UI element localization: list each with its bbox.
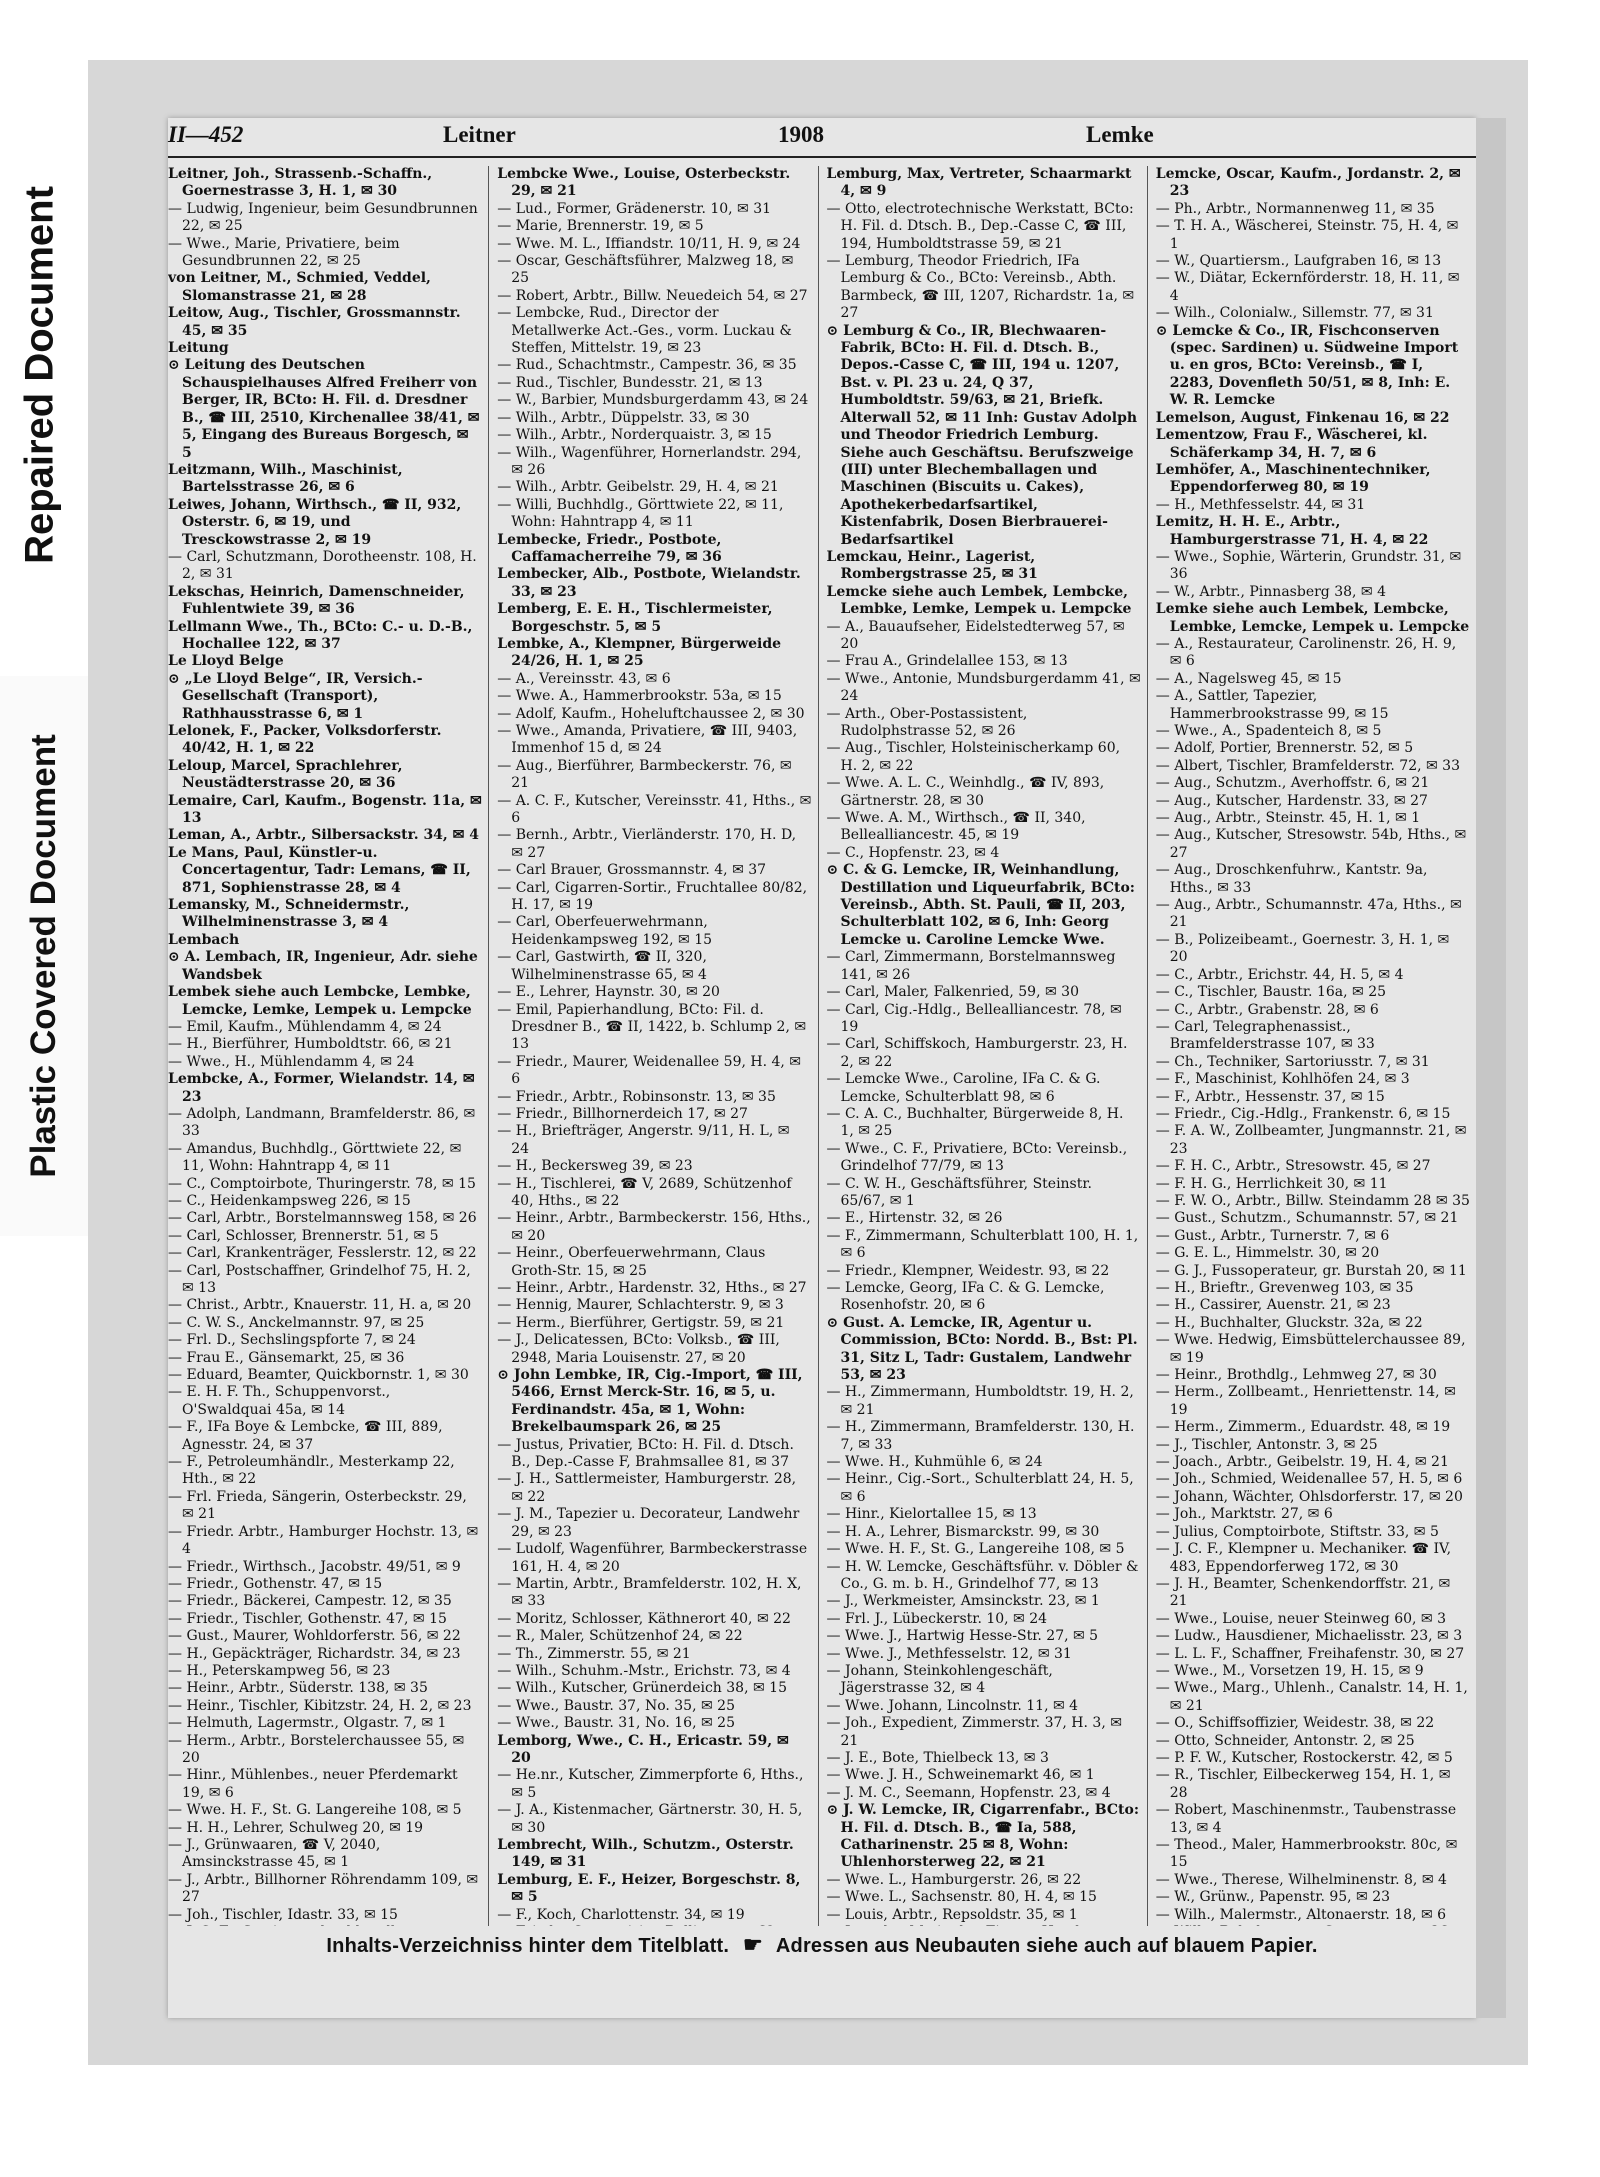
directory-entry: — A., Vereinsstr. 43, ✉ 6 (497, 670, 671, 687)
directory-entry: — Aug., Arbtr., Steinstr. 45, H. 1, ✉ 1 (1155, 810, 1421, 827)
directory-entry: ⊙ Lemburg & Co., IR, Blechwaaren-Fabrik, BCto: H. Fil. d. Dtsch. B., Depos.-Casse C, ☎ III, 194 u. 1207, Bst. v. Pl. 23 u. 24, Q 37, Humboldtstr. 59/63, ✉ 21, Briefk. Alterwall 52, ✉ 11 Inh: Gustav Adolph und Theodor Friedrich Lemburg. Siehe auch Geschäftsu. Berufszweige (III) unter Blechemballagen und Maschinen (Biscuits u. Cakes), Apothekerbedarfsartikel, Kistenfabrik, Dosen Bierbrauerei-Bedarfsartikel (826, 322, 1138, 548)
directory-entry: Lembach (168, 931, 240, 948)
page-edge-shadow (1476, 118, 1506, 2018)
directory-entry: — W., Quartiersm., Laufgraben 16, ✉ 13 (1155, 253, 1442, 270)
directory-entry: — Wwe., Amanda, Privatiere, ☎ III, 9403, Immenhof 15 d, ✉ 24 (497, 723, 798, 757)
directory-entry: — J. M., Tapezier u. Decorateur, Landwehr 29, ✉ 23 (497, 1506, 800, 1540)
page-number: II—452 (168, 122, 244, 147)
directory-entry: — Wwe., A., Spadenteich 8, ✉ 5 (1155, 723, 1382, 739)
directory-entry: — H., Brieftr., Grevenweg 103, ✉ 35 (1155, 1280, 1414, 1296)
directory-entry: — G. J., Fussoperateur, gr. Burstah 20, ✉ 11 (1155, 1262, 1467, 1279)
directory-entry: Lemcke, Oscar, Kaufm., Jordanstr. 2, ✉ 23 (1155, 166, 1461, 200)
directory-entry: — Wwe. J. H., Schweinemarkt 46, ✉ 1 (826, 1767, 1095, 1784)
directory-entry: — Carl, Krankenträger, Fesslerstr. 12, ✉ 22 (168, 1245, 477, 1262)
directory-entry: — Ch., Techniker, Sartoriusstr. 7, ✉ 31 (1155, 1053, 1430, 1070)
directory-entry: — C., Comptoirbote, Thuringerstr. 78, ✉ 15 (168, 1175, 476, 1192)
page-footer (168, 1932, 1476, 1958)
directory-entry: Lembcke Wwe., Louise, Osterbeckstr. 29, ✉ 21 (497, 166, 791, 200)
directory-entry: — C. W. H., Geschäftsführer, Steinstr. 65/67, ✉ 1 (826, 1175, 1092, 1209)
directory-entry: ⊙ „Le Lloyd Belge“, IR, Versich.-Gesellschaft (Transport), Rathhausstrasse 6, ✉ 1 (168, 670, 423, 722)
directory-column (827, 166, 1148, 1926)
directory-entry: ⊙ J. W. Lemcke, IR, Cigarrenfabr., BCto: H. Fil. d. Dtsch. B., ☎ Ia, 588, Catharinenstr. 25 ✉ 8, Wohn: Uhlenhorsterweg 22, ✉ 21 (826, 1802, 1140, 1871)
directory-entry: — Wwe. Johann, Lincolnstr. 11, ✉ 4 (826, 1697, 1079, 1714)
directory-entry: — B., Polizeibeamt., Goernestr. 3, H. 1, ✉ 20 (1155, 931, 1450, 966)
directory-entry: — Friedr., Arbtr., Robinsonstr. 13, ✉ 35 (497, 1088, 776, 1105)
directory-entry: — Wwe. H. F., St. G. Langereihe 108, ✉ 5 (168, 1802, 462, 1819)
pointing-hand-icon: ☛ (742, 1932, 763, 1957)
directory-entry: — C. A. C., Buchhalter, Bürgerweide 8, H. 1, ✉ 25 (826, 1105, 1124, 1140)
directory-entry: — Wilh., Arbtr., Düppelstr. 33, ✉ 30 (497, 409, 750, 426)
directory-entry: — Frl. D., Sechslingspforte 7, ✉ 24 (168, 1332, 416, 1349)
directory-entry: — Friedr., Cig.-Hdlg., Frankenstr. 6, ✉ 15 (1155, 1105, 1451, 1122)
directory-entry: — Gust., Arbtr., Turnerstr. 7, ✉ 6 (1155, 1227, 1390, 1244)
directory-entry: — Amandus, Buchhdlg., Görttwiete 22, ✉ 11, Wohn: Hahntrapp 4, ✉ 11 (168, 1140, 462, 1175)
repaired-document-text: Repaired Document (17, 186, 62, 564)
directory-entry: — Wwe., M., Vorsetzen 19, H. 15, ✉ 9 (1155, 1662, 1424, 1679)
directory-entry: Lemhöfer, A., Maschinentechniker, Eppendorferweg 80, ✉ 19 (1155, 461, 1431, 496)
directory-entry: — F. H. C., Arbtr., Stresowstr. 45, ✉ 27 (1155, 1158, 1431, 1175)
directory-entry: — Wilh., Wagenführer, Hornerlandstr. 294, ✉ 26 (497, 444, 802, 478)
directory-entry (497, 1924, 811, 1926)
directory-columns (168, 166, 1476, 1926)
directory-entry: Lemitz, H. H. E., Arbtr., Hamburgerstrasse 71, H. 4, ✉ 22 (1155, 514, 1429, 548)
directory-entry: — Heinr., Tischler, Kibitzstr. 24, H. 2, ✉ 23 (168, 1697, 472, 1714)
directory-entry: — Eduard, Beamter, Quickbornstr. 1, ✉ 30 (168, 1367, 469, 1384)
directory-entry: — Adolf, Kaufm., Hoheluftchaussee 2, ✉ 30 (497, 705, 805, 722)
directory-entry: Le Mans, Paul, Künstler-u. Concertagentur, Tadr: Lemans, ☎ II, 871, Sophienstrasse 28, ✉ 4 (168, 844, 471, 896)
directory-entry: — Carl, Zimmermann, Borstelmannsweg 141, ✉ 26 (826, 949, 1116, 983)
directory-entry: — F., IFa Boye & Lembcke, ☎ III, 889, Agnesstr. 24, ✉ 37 (168, 1419, 443, 1453)
directory-entry: — Aug., Arbtr., Schumannstr. 47a, Hths., ✉ 21 (1155, 897, 1462, 931)
directory-entry: — Hinr., Mühlenbes., neuer Pferdemarkt 19, ✉ 6 (168, 1767, 458, 1801)
directory-entry: Leitzmann, Wilh., Maschinist, Bartelsstrasse 26, ✉ 6 (168, 461, 403, 496)
directory-entry: — Carl, Schiffskoch, Hamburgerstr. 23, H. 2, ✉ 22 (826, 1036, 1128, 1070)
directory-entry: — Wwe., Sophie, Wärterin, Grundstr. 31, ✉ 36 (1155, 548, 1462, 583)
page-header (168, 118, 1476, 156)
directory-entry: — Wwe., Baustr. 37, No. 35, ✉ 25 (497, 1697, 735, 1714)
directory-entry: — Oscar, Geschäftsführer, Malzweg 18, ✉ 25 (497, 253, 794, 287)
directory-entry: — W., Barbier, Mundsburgerdamm 43, ✉ 24 (497, 392, 809, 409)
directory-entry: — Friedr., Billhornerdeich 17, ✉ 27 (497, 1105, 748, 1122)
directory-entry: — Wwe., Baustr. 31, No. 16, ✉ 25 (497, 1715, 735, 1732)
directory-entry: — Heinr., Brothdlg., Lehmweg 27, ✉ 30 (1155, 1367, 1437, 1384)
header-rule (168, 156, 1476, 158)
directory-entry: — H., Peterskampweg 56, ✉ 23 (168, 1662, 391, 1679)
directory-entry: Lemansky, M., Schneidermstr., Wilhelminenstrasse 3, ✉ 4 (168, 897, 410, 931)
directory-entry: — Friedr., Bäckerei, Campestr. 12, ✉ 35 (168, 1593, 452, 1610)
directory-entry: — Carl, Cigarren-Sortir., Fruchtallee 80/82, H. 17, ✉ 19 (497, 879, 808, 914)
header-right-name: Lemke (1086, 122, 1154, 147)
directory-entry: — Carl, Schutzmann, Dorotheenstr. 108, H. 2, ✉ 31 (168, 548, 477, 583)
directory-entry: Lelonek, F., Packer, Volksdorferstr. 40/42, H. 1, ✉ 22 (168, 723, 442, 757)
directory-entry: — Aug., Droschkenfuhrw., Kantstr. 9a, Hths., ✉ 33 (1155, 862, 1428, 896)
directory-entry: — J. E., Bote, Thielbeck 13, ✉ 3 (826, 1749, 1049, 1766)
directory-entry: — C., Arbtr., Erichstr. 44, H. 5, ✉ 4 (1155, 966, 1404, 983)
directory-entry: — Carl, Schlosser, Brennerstr. 51, ✉ 5 (168, 1227, 439, 1244)
directory-entry: — H., Gepäckträger, Richardstr. 34, ✉ 23 (168, 1645, 461, 1662)
directory-entry: — Moritz, Schlosser, Käthnerort 40, ✉ 22 (497, 1610, 791, 1627)
directory-entry: — Carl, Maler, Falkenried, 59, ✉ 30 (826, 984, 1079, 1001)
directory-entry: Leitung (168, 340, 229, 357)
directory-entry: — Heinr., Arbtr., Süderstr. 138, ✉ 35 (168, 1680, 428, 1697)
directory-entry: — E. H. F. Th., Schuppenvorst., O'Swaldquai 45a, ✉ 14 (168, 1384, 391, 1418)
directory-entry: Lemberg, E. E. H., Tischlermeister, Borgeschstr. 5, ✉ 5 (497, 601, 773, 635)
directory-entry: — Wwe., Antonie, Mundsburgerdamm 41, ✉ 24 (826, 670, 1141, 705)
scanned-page (88, 60, 1528, 2065)
directory-entry: — Lemburg, Theodor Friedrich, IFa Lemburg & Co., BCto: Vereinsb., Abth. Barmbeck, ☎ III, 1207, Richardstr. 1a, ✉ 27 (826, 253, 1135, 322)
directory-entry: — Wwe. J., Hartwig Hesse-Str. 27, ✉ 5 (826, 1628, 1099, 1645)
directory-entry: Lemckau, Heinr., Lagerist, Rombergstrasse 25, ✉ 31 (826, 548, 1038, 583)
directory-entry: — H., Bierführer, Humboldtstr. 66, ✉ 21 (168, 1036, 453, 1053)
directory-entry: — Bernh., Arbtr., Vierländerstr. 170, H. D, ✉ 27 (497, 827, 797, 861)
directory-entry: von Leitner, M., Schmied, Veddel, Slomanstrasse 21, ✉ 28 (168, 270, 431, 304)
directory-entry: Lemaire, Carl, Kaufm., Bogenstr. 11a, ✉ 13 (168, 792, 482, 827)
directory-entry: — L. L. F., Schaffner, Freihafenstr. 30, ✉ 27 (1155, 1645, 1465, 1662)
directory-entry: — Carl, Postschaffner, Grindelhof 75, H. 2, ✉ 13 (168, 1262, 471, 1296)
directory-entry: — Lembcke, Rud., Director der Metallwerke Act.-Ges., vorm. Luckau & Steffen, Mittelstr. 19, ✉ 23 (497, 305, 792, 357)
directory-entry: — Frl. J., Lübeckerstr. 10, ✉ 24 (826, 1610, 1048, 1627)
directory-entry: — Aug., Tischler, Holsteinischerkamp 60, H. 2, ✉ 22 (826, 740, 1121, 774)
directory-column (168, 166, 489, 1926)
directory-entry: — Wwe. J., Methfesselstr. 12, ✉ 31 (826, 1645, 1072, 1662)
directory-entry: — E., Lehrer, Haynstr. 30, ✉ 20 (497, 984, 720, 1001)
directory-entry: — Wwe. Hedwig, Eimsbüttelerchaussee 89, ✉ 19 (1155, 1332, 1466, 1366)
directory-entry: — Arth., Ober-Postassistent, Rudolphstrasse 52, ✉ 26 (826, 705, 1028, 739)
directory-entry: — Joh., Expedient, Zimmerstr. 37, H. 3, ✉ 21 (826, 1715, 1122, 1749)
directory-entry: — Marie, Brennerstr. 19, ✉ 5 (497, 218, 704, 235)
directory-entry: — O., Schiffsoffizier, Weidestr. 38, ✉ 22 (1155, 1715, 1435, 1732)
directory-entry: — J., Arbtr., Billhorner Röhrendamm 109, ✉ 27 (168, 1871, 479, 1906)
directory-entry: — E., Hirtenstr. 32, ✉ 26 (826, 1210, 1003, 1227)
directory-entry: — Albert, Tischler, Bramfelderstr. 72, ✉ 33 (1155, 757, 1460, 774)
directory-entry: — Gust., Maurer, Wohldorferstr. 56, ✉ 22 (168, 1628, 461, 1645)
directory-entry: ⊙ Lemcke & Co., IR, Fischconserven (spec. Sardinen) u. Südweine Import u. en gros, BCto: Vereinsb., ☎ I, 2283, Dovenfleth 50/51, ✉ 8, Inh: E. W. R. Lemcke (1155, 322, 1459, 409)
directory-entry: — Julius, Comptoirbote, Stiftstr. 33, ✉ 5 (1155, 1523, 1439, 1540)
directory-entry: — A., Sattler, Tapezier, Hammerbrookstrasse 99, ✉ 15 (1155, 688, 1389, 722)
directory-entry: — Frau E., Gänsemarkt, 25, ✉ 36 (168, 1349, 405, 1366)
directory-entry: — A., Bauaufseher, Eidelstedterweg 57, ✉ 20 (826, 618, 1125, 652)
directory-entry: — Martin, Arbtr., Bramfelderstr. 102, H. X, ✉ 33 (497, 1575, 802, 1610)
directory-entry: — F., Koch, Charlottenstr. 34, ✉ 19 (497, 1906, 745, 1923)
directory-entry: — W., Diätar, Eckernförderstr. 18, H. 11, ✉ 4 (1155, 270, 1460, 304)
directory-entry: — W., Arbtr., Pinnasberg 38, ✉ 4 (1155, 583, 1387, 600)
directory-entry: — Ludolf, Wagenführer, Barmbeckerstrasse 161, H. 4, ✉ 20 (497, 1541, 808, 1575)
directory-entry: — Rud., Tischler, Bundesstr. 21, ✉ 13 (497, 374, 763, 391)
directory-entry: Leloup, Marcel, Sprachlehrer, Neustädterstrasse 20, ✉ 36 (168, 757, 403, 792)
directory-entry: ⊙ John Lembke, IR, Cig.-Import, ☎ III, 5466, Ernst Merck-Str. 16, ✉ 5, u. Ferdinandstr. 45a, ✉ 1, Wohn: Brekelbaumspark 26, ✉ 25 (497, 1367, 803, 1436)
directory-entry: — J. A., Kistenmacher, Gärtnerstr. 30, H. 5, ✉ 30 (497, 1802, 803, 1836)
directory-entry: — Wwe. H., Kuhmühle 6, ✉ 24 (826, 1454, 1043, 1471)
header-year: 1908 (778, 122, 824, 147)
directory-entry: Lembrecht, Wilh., Schutzm., Osterstr. 149, ✉ 31 (497, 1837, 794, 1871)
directory-entry: Lemborg, Wwe., C. H., Ericastr. 59, ✉ 20 (497, 1732, 789, 1766)
directory-entry: — Aug., Kutscher, Stresowstr. 54b, Hths., ✉ 27 (1155, 827, 1467, 861)
directory-entry: — H. A., Lehrer, Bismarckstr. 99, ✉ 30 (826, 1523, 1100, 1540)
directory-entry: — C., Tischler, Baustr. 16a, ✉ 25 (1155, 984, 1387, 1001)
directory-entry: — Herm., Zimmerm., Eduardstr. 48, ✉ 19 (1155, 1419, 1451, 1436)
directory-entry: — T. H. A., Wäscherei, Steinstr. 75, H. 4, ✉ 1 (1155, 218, 1459, 252)
directory-entry: — H., Zimmermann, Bramfelderstr. 130, H. 7, ✉ 33 (826, 1419, 1135, 1453)
directory-entry: — J. M. C., Seemann, Hopfenstr. 23, ✉ 4 (826, 1784, 1111, 1801)
directory-entry: — Otto, electrotechnische Werkstatt, BCto: H. Fil. d. Dtsch. B., Dep.-Casse C, ☎ III, 194, Humboldtstrasse 59, ✉ 21 (826, 200, 1134, 252)
directory-entry: — Adolph, Landmann, Bramfelderstr. 86, ✉ 33 (168, 1105, 476, 1140)
directory-entry: Leiwes, Johann, Wirthsch., ☎ II, 932, Osterstr. 6, ✉ 19, und Tresckowstrasse 2, ✉ 19 (168, 496, 462, 548)
directory-entry: — Joh., Marktstr. 27, ✉ 6 (1155, 1506, 1333, 1523)
directory-entry: — He.nr., Kutscher, Zimmerpforte 6, Hths., ✉ 5 (497, 1767, 804, 1801)
directory-entry: — Friedr., Tischler, Gothenstr. 47, ✉ 15 (168, 1610, 447, 1627)
directory-entry: — Carl, Oberfeuerwehrmann, Heidenkampsweg 192, ✉ 15 (497, 914, 713, 948)
directory-entry: — Emil, Kaufm., Mühlendamm 4, ✉ 24 (168, 1018, 442, 1035)
directory-entry: — Wwe., Marg., Uhlenh., Canalstr. 14, H. 1, ✉ 21 (1155, 1680, 1468, 1714)
directory-entry: — Frl. Frieda, Sängerin, Osterbeckstr. 29, ✉ 21 (168, 1488, 467, 1523)
directory-entry: — Louis, Arbtr., Repsoldstr. 35, ✉ 1 (826, 1906, 1078, 1923)
directory-entry: Lementzow, Frau F., Wäscherei, kl. Schäferkamp 34, H. 7, ✉ 6 (1155, 427, 1428, 461)
directory-entry: — J. H., Sattlermeister, Hamburgerstr. 28, ✉ 22 (497, 1471, 797, 1505)
directory-entry: — Wwe., H., Mühlendamm 4, ✉ 24 (168, 1053, 415, 1070)
directory-entry: — Helmuth, Lagermstr., Olgastr. 7, ✉ 1 (168, 1715, 447, 1732)
directory-entry: — Wwe. L., Sachsenstr. 80, H. 4, ✉ 15 (826, 1889, 1097, 1906)
directory-entry: — Hinr., Kielortallee 15, ✉ 13 (826, 1506, 1037, 1523)
directory-entry: — Carl, Arbtr., Borstelmannsweg 158, ✉ 26 (168, 1210, 477, 1227)
directory-entry: — F. W. O., Arbtr., Billw. Steindamm 28 ✉ 35 (1155, 1192, 1470, 1209)
directory-entry: — H., Buchhalter, Gluckstr. 32a, ✉ 22 (1155, 1314, 1423, 1331)
directory-entry: — Aug., Schutzm., Averhoffstr. 6, ✉ 21 (1155, 775, 1430, 792)
directory-entry: — Heinr., Arbtr., Hardenstr. 32, Hths., ✉ 27 (497, 1280, 807, 1296)
directory-entry: — R., Tischler, Eilbeckerweg 154, H. 1, ✉ 28 (1155, 1767, 1451, 1801)
directory-entry: Lembecker, Alb., Postbote, Wielandstr. 33, ✉ 23 (497, 566, 801, 600)
directory-entry: — H. H., Lehrer, Schulweg 20, ✉ 19 (168, 1819, 424, 1836)
directory-entry: — Johann, Wächter, Ohlsdorferstr. 17, ✉ 20 (1155, 1488, 1463, 1505)
directory-entry: — F. A. W., Zollbeamter, Jungmannstr. 21, ✉ 23 (1155, 1123, 1467, 1157)
directory-entry: — Friedr., Wirthsch., Jacobstr. 49/51, ✉ 9 (168, 1558, 461, 1575)
directory-entry: — Wwe., Louise, neuer Steinweg 60, ✉ 3 (1155, 1610, 1447, 1627)
directory-entry: — Robert, Arbtr., Billw. Neuedeich 54, ✉ 27 (497, 287, 808, 304)
directory-entry: Lemburg, E. F., Heizer, Borgeschstr. 8, ✉ 5 (497, 1871, 801, 1906)
directory-entry: Lellmann Wwe., Th., BCto: C.- u. D.-B., Hochallee 122, ✉ 37 (168, 618, 473, 652)
directory-entry: — Ludw., Hausdiener, Michaelisstr. 23, ✉ 3 (1155, 1628, 1463, 1645)
directory-entry: Lembecke, Friedr., Postbote, Caffamacherreihe 79, ✉ 36 (497, 531, 722, 565)
directory-entry: — Willi, Buchhdlg., Görttwiete 22, ✉ 11, Wohn: Hahntrapp 4, ✉ 11 (497, 496, 784, 531)
directory-entry: — A. C. F., Kutscher, Vereinsstr. 41, Hths., ✉ 6 (497, 792, 812, 827)
directory-entry: — Rud., Schachtmstr., Campestr. 36, ✉ 35 (497, 357, 797, 374)
directory-entry: — Johann, Steinkohlengeschäft, Jägerstrasse 32, ✉ 4 (826, 1662, 1053, 1697)
repaired-document-label (0, 95, 80, 655)
directory-entry: — J., Grünwaaren, ☎ V, 2040, Amsinckstrasse 45, ✉ 1 (168, 1837, 381, 1871)
directory-entry: — J., Tischler, Antonstr. 3, ✉ 25 (1155, 1436, 1378, 1453)
directory-entry: — J., Werkmeister, Amsinckstr. 23, ✉ 1 (826, 1593, 1100, 1610)
directory-entry: — R., Maler, Schützenhof 24, ✉ 22 (497, 1628, 743, 1645)
directory-entry: — Wwe., Therese, Wilhelminenstr. 8, ✉ 4 (1155, 1871, 1447, 1888)
directory-entry: Lekschas, Heinrich, Damenschneider, Fuhlentwiete 39, ✉ 36 (168, 583, 465, 618)
directory-entry: — F., Zimmermann, Schulterblatt 100, H. 1, ✉ 6 (826, 1227, 1139, 1262)
directory-entry: — Wilh., Kutscher, Grünerdeich 38, ✉ 15 (497, 1680, 787, 1697)
directory-entry: — Wwe. M. L., Iffiandstr. 10/11, H. 9, ✉ 24 (497, 235, 801, 252)
directory-entry: — Frau A., Grindelallee 153, ✉ 13 (826, 653, 1068, 670)
directory-entry: — H., Cassirer, Auenstr. 21, ✉ 23 (1155, 1297, 1391, 1314)
directory-entry (827, 1924, 1141, 1926)
directory-entry: — P. F. W., Kutscher, Rostockerstr. 42, ✉ 5 (1155, 1749, 1453, 1766)
directory-entry: — Friedr., Klempner, Weidestr. 93, ✉ 22 (826, 1262, 1110, 1279)
directory-entry: — Wilh., Arbtr. Geibelstr. 29, H. 4, ✉ 21 (497, 479, 779, 496)
directory-entry: — Wilh., Colonialw., Sillemstr. 77, ✉ 31 (1155, 305, 1434, 322)
directory-entry: — C., Hopfenstr. 23, ✉ 4 (826, 844, 1000, 861)
directory-entry: Leitner, Joh., Strassenb.-Schaffn., Goernestrasse 3, H. 1, ✉ 30 (168, 166, 433, 200)
directory-entry: — Friedr., Gothenstr. 47, ✉ 15 (168, 1575, 383, 1592)
directory-entry: — H., Methfesselstr. 44, ✉ 31 (1155, 496, 1366, 513)
directory-entry: — Wwe. L., Hamburgerstr. 26, ✉ 22 (826, 1871, 1082, 1888)
directory-entry: — Adolf, Portier, Brennerstr. 52, ✉ 5 (1155, 740, 1414, 757)
directory-entry: ⊙ A. Lembach, IR, Ingenieur, Adr. siehe Wandsbek (168, 949, 478, 983)
directory-entry: ⊙ C. & G. Lemcke, IR, Weinhandlung, Destillation und Liqueurfabrik, BCto: Vereinsb., Abth. St. Pauli, ☎ II, 203, Schulterblatt 102, ✉ 6, Inh: Georg Lemcke u. Caroline Lemcke Wwe. (826, 862, 1135, 948)
directory-entry: — Joach., Arbtr., Geibelstr. 19, H. 4, ✉ 21 (1155, 1454, 1449, 1471)
directory-entry: Lembek siehe auch Lembcke, Lembke, Lemcke, Lemke, Lempek u. Lempcke (168, 984, 472, 1018)
directory-entry: — J., Delicatessen, BCto: Volksb., ☎ III, 2948, Maria Louisenstr. 27, ✉ 20 (497, 1332, 780, 1366)
directory-entry (1156, 1924, 1470, 1926)
directory-entry: — Carl, Cig.-Hdlg., Bellealliancestr. 78, ✉ 19 (826, 1001, 1122, 1035)
footer-left-text: Inhalts-Verzeichniss hinter dem Titelblatt. (326, 1935, 730, 1957)
directory-entry: — H., Beckersweg 39, ✉ 23 (497, 1158, 693, 1175)
directory-entry: — Wwe. A. M., Wirthsch., ☎ II, 340, Bellealliancestr. 45, ✉ 19 (826, 810, 1086, 844)
directory-entry: Lemke siehe auch Lembek, Lembcke, Lembke, Lemcke, Lempek u. Lempcke (1155, 601, 1470, 635)
directory-entry: — Heinr., Arbtr., Barmbeckerstr. 156, Hths., ✉ 20 (497, 1210, 811, 1244)
directory-entry: — Wwe. A. L. C., Weinhdlg., ☎ IV, 893, Gärtnerstr. 28, ✉ 30 (826, 775, 1105, 809)
directory-entry (168, 1924, 482, 1926)
directory-entry: — Herm., Arbtr., Borstelerchaussee 55, ✉ 20 (168, 1732, 465, 1766)
directory-entry: — Justus, Privatier, BCto: H. Fil. d. Dtsch. B., Dep.-Casse F, Brahmsallee 81, ✉ 37 (497, 1436, 794, 1471)
header-left-name: Leitner (443, 122, 516, 147)
directory-entry: — Emil, Papierhandlung, BCto: Fil. d. Dresdner B., ☎ II, 1422, b. Schlump 2, ✉ 13 (497, 1001, 807, 1053)
directory-entry: — F., Arbtr., Hessenstr. 37, ✉ 15 (1155, 1088, 1385, 1105)
directory-entry: — F. H. G., Herrlichkeit 30, ✉ 11 (1155, 1175, 1388, 1192)
directory-entry: — Carl, Gastwirth, ☎ II, 320, Wilhelminenstrasse 65, ✉ 4 (497, 949, 707, 983)
directory-entry: — Friedr. Arbtr., Hamburger Hochstr. 13, ✉ 4 (168, 1523, 479, 1558)
directory-entry: — Lud., Former, Grädenerstr. 10, ✉ 31 (497, 200, 772, 217)
directory-entry: — F., Maschinist, Kohlhöfen 24, ✉ 3 (1155, 1071, 1410, 1088)
directory-entry: — Joh., Schmied, Weidenallee 57, H. 5, ✉ 6 (1155, 1471, 1463, 1488)
directory-entry: Leman, A., Arbtr., Silbersackstr. 34, ✉ 4 (168, 827, 480, 844)
directory-entry: — Lemcke, Georg, IFa C. & G. Lemcke, Rosenhofstr. 20, ✉ 6 (826, 1280, 1105, 1314)
directory-entry: — F., Petroleumhändlr., Mesterkamp 22, Hth., ✉ 22 (168, 1454, 455, 1488)
directory-entry: — Hennig, Maurer, Schlachterstr. 9, ✉ 3 (497, 1297, 784, 1314)
directory-entry: — G. E. L., Himmelstr. 30, ✉ 20 (1155, 1245, 1380, 1262)
directory-entry: Lemburg, Max, Vertreter, Schaarmarkt 4, ✉ 9 (826, 166, 1132, 200)
directory-entry: — H., Tischlerei, ☎ V, 2689, Schützenhof 40, Hths., ✉ 22 (497, 1175, 792, 1209)
plastic-covered-document-label (0, 676, 88, 1236)
directory-entry: — Wwe., Marie, Privatiere, beim Gesundbrunnen 22, ✉ 25 (168, 235, 400, 270)
directory-entry: — Aug., Bierführer, Barmbeckerstr. 76, ✉ 21 (497, 757, 792, 792)
directory-entry: — H., Zimmermann, Humboldtstr. 19, H. 2, ✉ 21 (826, 1384, 1134, 1418)
directory-entry: — Wilh., Arbtr., Norderquaistr. 3, ✉ 15 (497, 427, 772, 444)
directory-entry: — C., Arbtr., Grabenstr. 28, ✉ 6 (1155, 1001, 1379, 1018)
directory-entry: — Christ., Arbtr., Knauerstr. 11, H. a, ✉ 20 (168, 1297, 472, 1314)
directory-entry: — Th., Zimmerstr. 55, ✉ 21 (497, 1645, 691, 1662)
directory-entry: — A., Nagelsweg 45, ✉ 15 (1155, 670, 1342, 687)
directory-entry: — Herm., Zollbeamt., Henriettenstr. 14, ✉ 19 (1155, 1384, 1456, 1418)
directory-entry: — Robert, Maschinenmstr., Taubenstrasse 13, ✉ 4 (1155, 1802, 1457, 1836)
directory-entry: — Joh., Tischler, Idastr. 33, ✉ 15 (168, 1906, 398, 1923)
directory-entry: — Ph., Arbtr., Normannenweg 11, ✉ 35 (1155, 200, 1435, 217)
directory-entry: — Carl, Telegraphenassist., Bramfelderstrasse 107, ✉ 33 (1155, 1018, 1375, 1053)
directory-entry: — J. C. F., Klempner u. Mechaniker. ☎ IV, 483, Eppendorferweg 172, ✉ 30 (1155, 1541, 1452, 1575)
directory-entry: — Otto, Schneider, Antonstr. 2, ✉ 25 (1155, 1732, 1415, 1749)
directory-entry: — W., Grünw., Papenstr. 95, ✉ 23 (1155, 1889, 1391, 1906)
directory-entry: — Ludwig, Ingenieur, beim Gesundbrunnen 22, ✉ 25 (168, 200, 478, 235)
directory-entry: — H., Briefträger, Angerstr. 9/11, H. L, ✉ 24 (497, 1123, 790, 1157)
directory-entry: — Wilh., Schuhm.-Mstr., Erichstr. 73, ✉ 4 (497, 1662, 791, 1679)
directory-entry: — Carl Brauer, Grossmannstr. 4, ✉ 37 (497, 862, 767, 879)
directory-entry: — Theod., Maler, Hammerbrookstr. 80c, ✉ 15 (1155, 1837, 1458, 1871)
directory-entry: — Wwe. A., Hammerbrookstr. 53a, ✉ 15 (497, 688, 782, 705)
directory-entry: — Wwe. H. F., St. G., Langereihe 108, ✉ 5 (826, 1541, 1125, 1558)
directory-entry: ⊙ Leitung des Deutschen Schauspielhauses Alfred Freiherr von Berger, IR, BCto: H. Fil. d. Dresdner B., ☎ III, 2510, Kirchenallee 38/41, ✉ 5, Eingang des Bureaus Borgesch, ✉ 5 (168, 357, 480, 461)
directory-entry: — Gust., Schutzm., Schumannstr. 57, ✉ 21 (1155, 1210, 1459, 1227)
directory-entry: — Heinr., Cig.-Sort., Schulterblatt 24, H. 5, ✉ 6 (826, 1471, 1134, 1505)
directory-entry: — Heinr., Oberfeuerwehrmann, Claus Groth-Str. 15, ✉ 25 (497, 1245, 766, 1279)
directory-entry: ⊙ Gust. A. Lemcke, IR, Agentur u. Commission, BCto: Nordd. B., Bst: Pl. 31, Sitz L, Tadr: Gustalem, Landwehr 53, ✉ 23 (826, 1314, 1138, 1384)
directory-entry: — Wwe., C. F., Privatiere, BCto: Vereinsb., Grindelhof 77/79, ✉ 13 (826, 1140, 1128, 1175)
directory-entry: — C., Heidenkampsweg 226, ✉ 15 (168, 1192, 411, 1209)
directory-entry: Lemelson, August, Finkenau 16, ✉ 22 (1155, 409, 1450, 426)
directory-entry: — J. H., Beamter, Schenkendorffstr. 21, ✉ 21 (1155, 1575, 1451, 1610)
directory-entry: — Wilh., Malermstr., Altonaerstr. 18, ✉ 6 (1155, 1906, 1447, 1923)
directory-column (497, 166, 818, 1926)
directory-entry: — Herm., Bierführer, Gertigstr. 59, ✉ 21 (497, 1314, 785, 1331)
directory-entry: — Friedr., Maurer, Weidenallee 59, H. 4, ✉ 6 (497, 1053, 802, 1088)
directory-entry: — H. W. Lemcke, Geschäftsführ. v. Döbler & Co., G. m. b. H., Grindelhof 77, ✉ 13 (826, 1558, 1139, 1592)
directory-entry: — Aug., Kutscher, Hardenstr. 33, ✉ 27 (1155, 792, 1428, 809)
directory-entry: Le Lloyd Belge (168, 653, 284, 670)
directory-entry: Lembcke, A., Former, Wielandstr. 14, ✉ 23 (168, 1071, 475, 1105)
footer-right-text: Adressen aus Neubauten siehe auch auf blauem Papier. (775, 1935, 1318, 1957)
directory-entry: Leitow, Aug., Tischler, Grossmannstr. 45, ✉ 35 (168, 305, 461, 339)
directory-column (1156, 166, 1476, 1926)
directory-entry: Lemcke siehe auch Lembek, Lembcke, Lembke, Lemke, Lempek u. Lempcke (826, 583, 1132, 618)
directory-entry: Lembke, A., Klempner, Bürgerweide 24/26, H. 1, ✉ 25 (497, 635, 782, 670)
directory-entry: — C. W. S., Anckelmannstr. 97, ✉ 25 (168, 1314, 425, 1331)
directory-sheet (168, 118, 1476, 2018)
plastic-covered-document-text: Plastic Covered Document (24, 734, 63, 1178)
directory-entry: — Lemcke Wwe., Caroline, IFa C. & G. Lemcke, Schulterblatt 98, ✉ 6 (826, 1071, 1101, 1105)
directory-entry: — A., Restaurateur, Carolinenstr. 26, H. 9, ✉ 6 (1155, 635, 1457, 670)
